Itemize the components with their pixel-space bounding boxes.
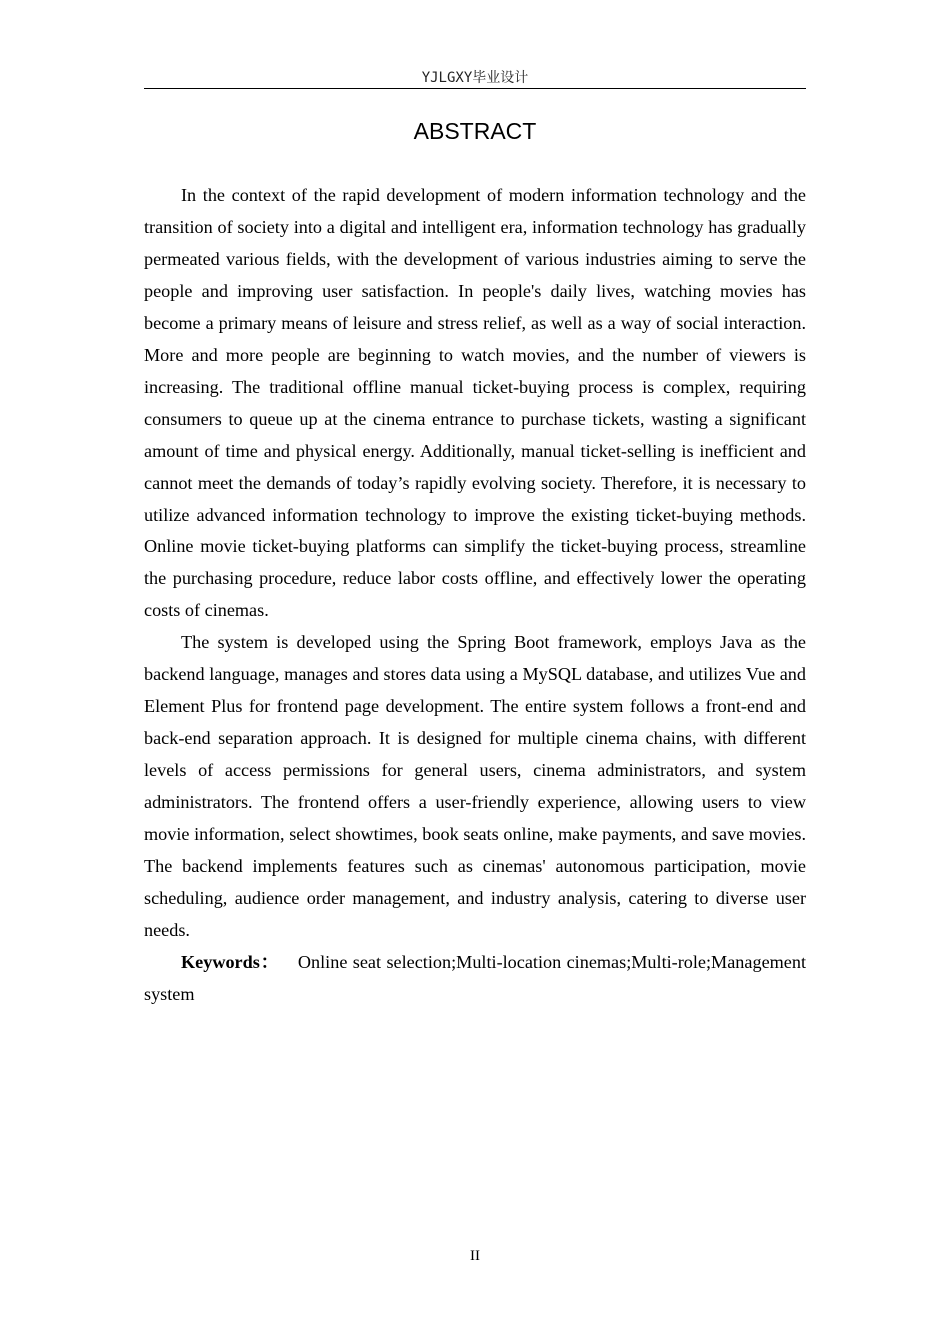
- page-header: [144, 68, 806, 89]
- keywords-label: Keywords：: [181, 951, 280, 972]
- abstract-paragraph-2: The system is developed using the Spring Boot framework, employs Java as the backend language, manages and stores data using a MySQL database, and utilizes Vue and Element Plus for frontend page development. The entire system follows a front-end and back-end separation approach. It is designed for multiple cinema chains, with different levels of access permissions for general users, cinema administrators, and system administrators. The frontend offers a user-friendly experience, allowing users to view movie information, select showtimes, book seats online, make payments, and save movies. The backend implements features such as cinemas' autonomous participation, movie scheduling, audience order management, and industry analysis, catering to diverse user needs.: [144, 632, 806, 940]
- header-text: YJLGXY毕业设计: [421, 70, 529, 86]
- abstract-paragraph-1: In the context of the rapid development of modern information technology and the transition of society into a digital and intelligent era, information technology has gradually permeated various fields, with the development of various industries aiming to serve the people and improving user satisfaction. In people's daily lives, watching movies has become a primary means of leisure and stress relief, as well as a way of social interaction. More and more people are beginning to watch movies, and the number of viewers is increasing. The traditional offline manual ticket-buying process is complex, requiring consumers to queue up at the cinema entrance to purchase tickets, wasting a significant amount of time and physical energy. Additionally, manual ticket-selling is inefficient and cannot meet the demands of today’s rapidly evolving society. Therefore, it is necessary to utilize advanced information technology to improve the existing ticket-buying methods. Online movie ticket-buying platforms can simplify the ticket-buying process, streamline the purchasing procedure, reduce labor costs offline, and effectively lower the operating costs of cinemas.: [144, 185, 806, 621]
- abstract-title: ABSTRACT: [413, 118, 537, 144]
- page-number: II: [470, 1248, 480, 1264]
- keywords-text: Online seat selection;Multi-location cinemas;Multi-role;Management system: [144, 951, 807, 1004]
- keywords-line: [144, 947, 806, 1011]
- abstract-body: [144, 180, 806, 1011]
